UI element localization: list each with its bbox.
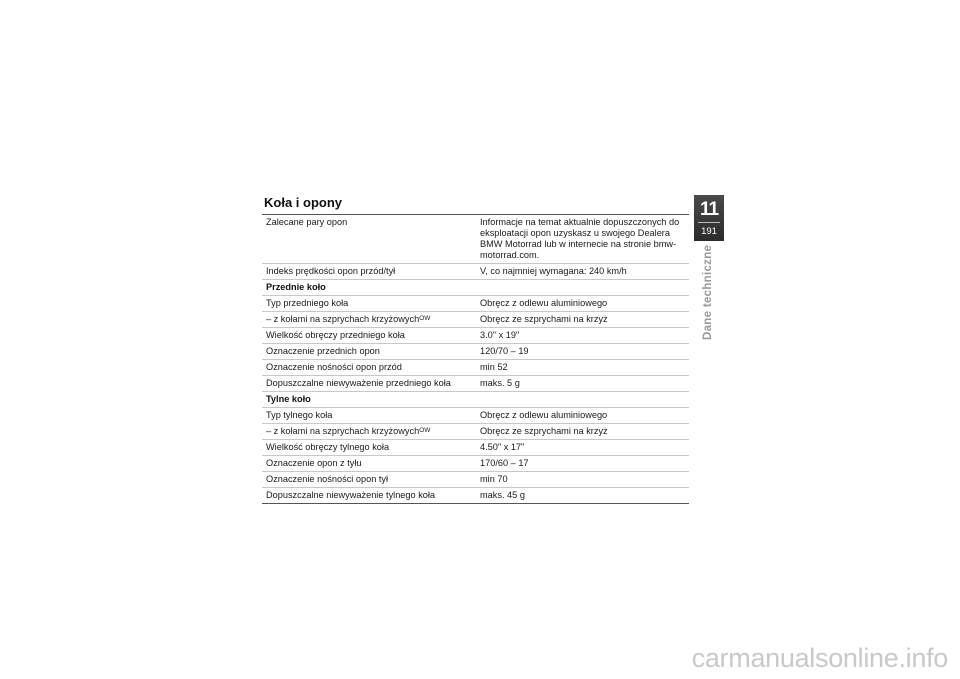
row-label: Dopuszczalne niewyważenie przedniego koła <box>266 378 451 388</box>
row-label-cell <box>262 360 474 376</box>
table-section-heading <box>262 392 689 408</box>
row-value: V, co najmniej wymagana: 240 km/h <box>474 264 689 280</box>
row-value: maks. 5 g <box>474 376 689 392</box>
option-marker: OW <box>419 427 431 434</box>
row-label: Oznaczenie przednich opon <box>266 346 380 356</box>
row-label: – z kołami na szprychach krzyżowych <box>266 426 420 436</box>
page-number: 191 <box>701 226 717 237</box>
section-heading-text: Tylne koło <box>262 392 689 408</box>
row-label-cell <box>262 328 474 344</box>
table-row <box>262 344 689 360</box>
table-row <box>262 472 689 488</box>
table-section-heading <box>262 280 689 296</box>
table-row <box>262 215 689 264</box>
row-value: 3.0" x 19" <box>474 328 689 344</box>
table-row <box>262 312 689 328</box>
table-row <box>262 456 689 472</box>
row-value: min 52 <box>474 360 689 376</box>
table-row <box>262 440 689 456</box>
table-row <box>262 360 689 376</box>
table-row <box>262 328 689 344</box>
row-value: Obręcz ze szprychami na krzyż <box>474 424 689 440</box>
section-heading-text: Przednie koło <box>262 280 689 296</box>
table-row <box>262 408 689 424</box>
row-label: Typ przedniego koła <box>266 298 349 308</box>
side-chapter-label: Dane techniczne <box>702 244 714 340</box>
row-value: 4.50" x 17" <box>474 440 689 456</box>
section-title: Koła i opony <box>264 195 342 210</box>
row-value: 170/60 – 17 <box>474 456 689 472</box>
row-label-cell <box>262 312 474 328</box>
row-label-cell <box>262 376 474 392</box>
row-label-cell <box>262 296 474 312</box>
table-row <box>262 488 689 504</box>
chapter-divider <box>698 222 720 223</box>
row-label: Wielkość obręczy tylnego koła <box>266 442 390 452</box>
row-label-cell <box>262 264 474 280</box>
row-label: Oznaczenie nośności opon przód <box>266 362 402 372</box>
row-value: Obręcz ze szprychami na krzyż <box>474 312 689 328</box>
row-label-cell <box>262 408 474 424</box>
row-label: Oznaczenie nośności opon tył <box>266 474 389 484</box>
row-label: Oznaczenie opon z tyłu <box>266 458 362 468</box>
row-label-cell <box>262 440 474 456</box>
row-label-cell <box>262 488 474 504</box>
row-label-cell <box>262 215 474 264</box>
row-label: Typ tylnego koła <box>266 410 333 420</box>
row-label: Dopuszczalne niewyważenie tylnego koła <box>266 490 436 500</box>
row-value: maks. 45 g <box>480 490 525 500</box>
row-value: Informacje na temat aktualnie dopuszczonych do eksploatacji opon uzyskasz u swojego Dealera BMW Motorrad lub w internecie na stronie bmw-motorrad.com. <box>474 215 689 264</box>
chapter-number: 11 <box>699 199 719 220</box>
option-marker: OW <box>419 315 431 322</box>
table-row <box>262 376 689 392</box>
row-value: Obręcz z odlewu aluminiowego <box>474 408 689 424</box>
row-value: 120/70 – 19 <box>474 344 689 360</box>
specs-table <box>262 214 689 504</box>
row-label-cell <box>262 344 474 360</box>
table-row <box>262 296 689 312</box>
row-value: min 70 <box>474 472 689 488</box>
row-label: Zalecane pary opon <box>266 217 348 227</box>
row-value: Obręcz z odlewu aluminiowego <box>474 296 689 312</box>
row-label-cell <box>262 472 474 488</box>
watermark: carmanualsonline.info <box>691 643 948 673</box>
row-label-cell <box>262 456 474 472</box>
row-label: – z kołami na szprychach krzyżowych <box>266 314 420 324</box>
row-label: Indeks prędkości opon przód/tył <box>266 266 396 276</box>
row-label-cell <box>262 424 474 440</box>
row-label: Wielkość obręczy przedniego koła <box>266 330 405 340</box>
table-row <box>262 424 689 440</box>
table-row <box>262 264 689 280</box>
